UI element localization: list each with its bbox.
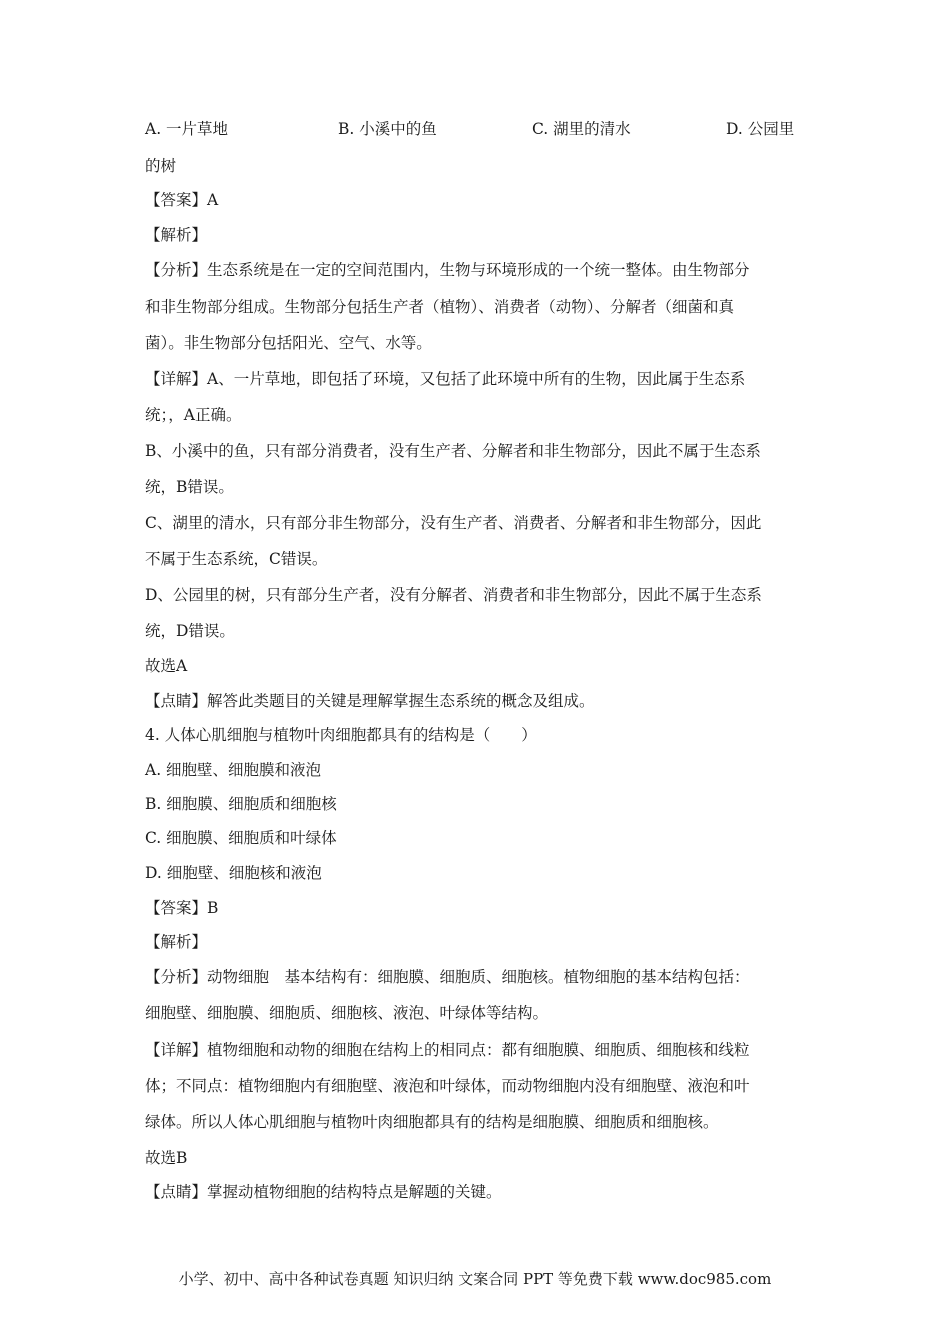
q3-comment: 【点睛】解答此类题目的关键是理解掌握生态系统的概念及组成。 <box>145 692 595 710</box>
q3-analysis-line: 【分析】生态系统是在一定的空间范围内，生物与环境形成的一个统一整体。由生物部分 <box>145 261 750 279</box>
q3-detail-line: D、公园里的树，只有部分生产者，没有分解者、消费者和非生物部分，因此不属于生态系 <box>145 586 762 604</box>
q4-choice: 故选B <box>145 1149 188 1167</box>
q3-option-d-wrap: 的树 <box>145 157 177 175</box>
q3-analysis-line: 菌）。非生物部分包括阳光、空气、水等。 <box>145 334 432 352</box>
q4-option-a: A. 细胞壁、细胞膜和液泡 <box>145 761 322 779</box>
q3-answer: 【答案】A <box>145 191 219 209</box>
q4-option-c: C. 细胞膜、细胞质和叶绿体 <box>145 829 337 847</box>
q3-option-d: D. 公园里 <box>726 120 795 138</box>
q4-analysis-line: 【分析】动物细胞 基本结构有：细胞膜、细胞质、细胞核。植物细胞的基本结构包括： <box>145 968 750 986</box>
q3-detail-line: 【详解】A、一片草地，即包括了环境，又包括了此环境中所有的生物，因此属于生态系 <box>145 370 746 388</box>
q3-detail-line: 统，D错误。 <box>145 622 235 640</box>
q3-choice: 故选A <box>145 657 188 675</box>
q3-detail-line: 统；，A正确。 <box>145 406 242 424</box>
q3-analysis-line: 和非生物部分组成。生物部分包括生产者（植物）、消费者（动物）、分解者（细菌和真 <box>145 298 735 316</box>
page-footer: 小学、初中、高中各种试卷真题 知识归纳 文案合同 PPT 等免费下载 www.doc985.com <box>178 1270 772 1288</box>
q3-analysis-title: 【解析】 <box>145 226 208 244</box>
q4-detail-line: 【详解】植物细胞和动物的细胞在结构上的相同点：都有细胞膜、细胞质、细胞核和线粒 <box>145 1041 750 1059</box>
q3-options <box>145 119 805 139</box>
q4-analysis-title: 【解析】 <box>145 933 208 951</box>
q3-option-c: C. 湖里的清水 <box>532 120 631 138</box>
q4-stem: 4. 人体心肌细胞与植物叶肉细胞都具有的结构是（ ） <box>145 726 537 744</box>
q4-analysis-line: 细胞壁、细胞膜、细胞质、细胞核、液泡、叶绿体等结构。 <box>145 1004 549 1022</box>
q3-detail-line: 统，B错误。 <box>145 478 234 496</box>
q4-detail-line: 体；不同点：植物细胞内有细胞壁、液泡和叶绿体，而动物细胞内没有细胞壁、液泡和叶 <box>145 1077 750 1095</box>
q4-option-d: D. 细胞壁、细胞核和液泡 <box>145 864 322 882</box>
q4-comment: 【点睛】掌握动植物细胞的结构特点是解题的关键。 <box>145 1183 502 1201</box>
q4-answer: 【答案】B <box>145 899 219 917</box>
q3-detail-line: C、湖里的清水，只有部分非生物部分，没有生产者、消费者、分解者和非生物部分，因此 <box>145 514 762 532</box>
q3-detail-line: 不属于生态系统，C错误。 <box>145 550 328 568</box>
q3-option-b: B. 小溪中的鱼 <box>338 120 437 138</box>
q4-option-b: B. 细胞膜、细胞质和细胞核 <box>145 795 337 813</box>
q3-detail-line: B、小溪中的鱼，只有部分消费者，没有生产者、分解者和非生物部分，因此不属于生态系 <box>145 442 761 460</box>
q4-detail-line: 绿体。所以人体心肌细胞与植物叶肉细胞都具有的结构是细胞膜、细胞质和细胞核。 <box>145 1113 719 1131</box>
q3-option-a: A. 一片草地 <box>145 120 229 138</box>
